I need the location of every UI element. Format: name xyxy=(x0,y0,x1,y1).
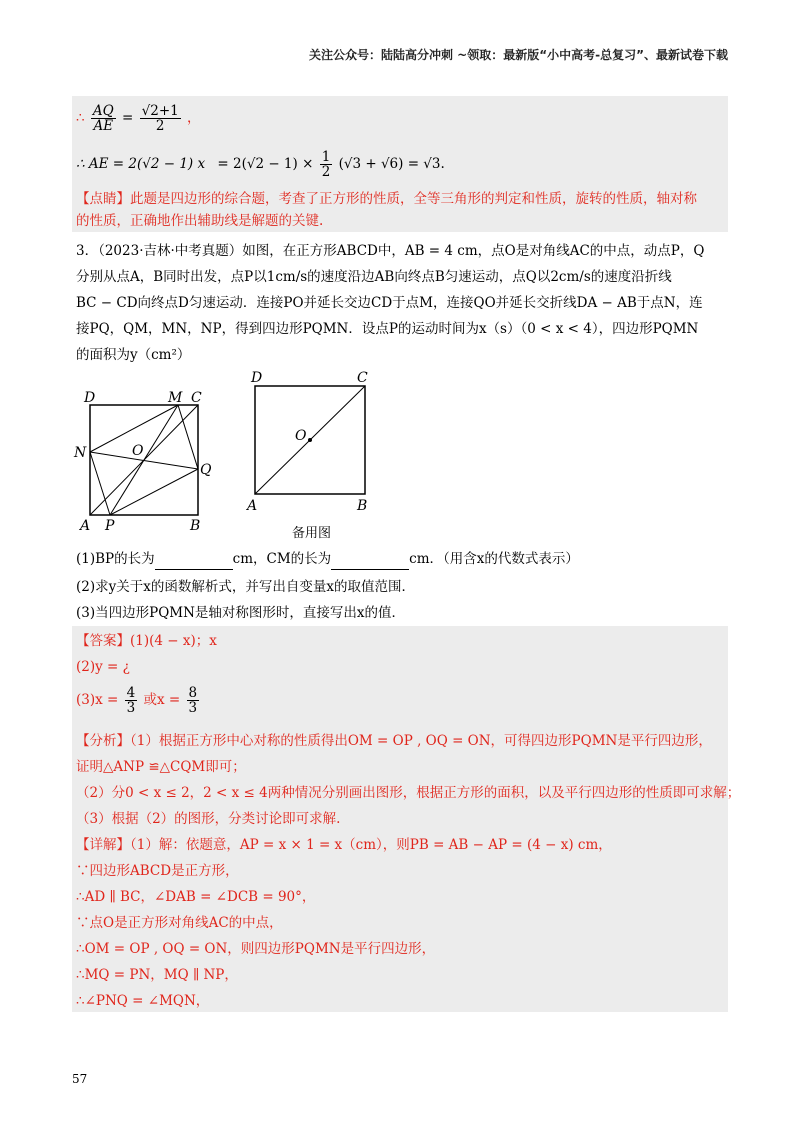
label-c: C xyxy=(191,390,202,406)
detail-line-3: ∴AD ∥ BC，∠DAB = ∠DCB = 90°， xyxy=(76,889,316,905)
prev-line-1: ∴ $\frac{AQ}{AE}$ = $\frac{√2+1}{2}$ ， xyxy=(76,103,201,134)
problem-line-2: 分别从点A，B同时出发，点P以1cm/s的速度沿边AB向终点B匀速运动，点Q以2cm/s的速度沿折线 xyxy=(76,269,672,285)
detail-line-7: ∴∠PNQ = ∠MQN， xyxy=(76,993,210,1009)
label-o: O xyxy=(132,443,144,459)
detail-line-1: 【详解】（1）解：依题意，AP = x × 1 = x（cm），则PB = AB − AP = (4 − x) cm， xyxy=(76,837,612,853)
detail-line-5: ∴OM = OP , OQ = ON，则四边形PQMN是平行四边形， xyxy=(76,941,436,957)
dianjing-line-2: 的性质，正确地作出辅助线是解题的关键. xyxy=(76,213,324,229)
detail-line-4: ∵点O是正方形对角线AC的中点， xyxy=(76,915,283,931)
label-n: N xyxy=(74,445,87,461)
answer-blank-cm xyxy=(331,555,409,570)
fraction-root2: $\frac{√2+1}{2}$ xyxy=(141,103,179,134)
answer-line-3: (3)x = $\frac{4}{3}$ 或x = $\frac{8}{3}$ xyxy=(76,685,198,716)
analysis-line-4: （3）根据（2）的图形，分类讨论即可求解. xyxy=(76,811,341,827)
figure-square-pqmn xyxy=(70,385,230,535)
label-q: Q xyxy=(200,462,212,478)
spare-label-d: D xyxy=(251,370,263,386)
answer-line-2: (2)y = ¿ xyxy=(76,659,130,675)
figure-caption: 备用图 xyxy=(292,526,332,541)
problem-line-5: 的面积为y（cm²） xyxy=(76,347,191,363)
detail-line-6: ∴MQ = PN，MQ ∥ NP， xyxy=(76,967,238,983)
spare-label-a: A xyxy=(247,498,258,514)
question-2: (2)求y关于x的函数解析式，并写出自变量x的取值范围． xyxy=(76,579,415,595)
prev-line-2: ∴ AE = 2(√2 − 1) x = 2(√2 − 1) × $\frac{1}{2}$ (√3 + √6) = √3. xyxy=(76,149,445,180)
spare-label-c: C xyxy=(357,370,368,386)
label-b: B xyxy=(190,518,201,534)
problem-line-3: BC − CD向终点D匀速运动．连接PO并延长交边CD于点M，连接QO并延长交折线DA − AB于点N，连 xyxy=(76,295,703,311)
answer-blank-bp xyxy=(155,555,233,570)
page-number: 57 xyxy=(72,1072,88,1086)
spare-label-o: O xyxy=(295,428,307,444)
fraction-half: $\frac{1}{2}$ xyxy=(321,149,331,180)
label-m: M xyxy=(168,390,183,406)
question-3: (3)当四边形PQMN是轴对称图形时，直接写出x的值． xyxy=(76,605,406,621)
figure-spare-square xyxy=(245,368,385,518)
label-p: P xyxy=(105,518,115,534)
problem-line-4: 接PQ，QM，MN，NP，得到四边形PQMN．设点P的运动时间为x（s）（0 < x < 4），四边形PQMN xyxy=(76,321,699,337)
label-a: A xyxy=(80,518,91,534)
fraction-aq-ae: $\frac{AQ}{AE}$ xyxy=(92,103,114,134)
dianjing-line-1: 【点睛】此题是四边形的综合题，考查了正方形的性质，全等三角形的判定和性质，旋转的性质，轴对称 xyxy=(76,191,697,207)
spare-label-b: B xyxy=(357,498,368,514)
detail-line-2: ∵四边形ABCD是正方形， xyxy=(76,863,239,879)
question-1: (1)BP的长为 cm，CM的长为 cm．（用含x的代数式表示） xyxy=(76,548,728,570)
analysis-line-2: 证明△ANP ≌△CQM即可； xyxy=(76,759,246,775)
analysis-line-1: 【分析】（1）根据正方形中心对称的性质得出OM = OP , OQ = ON，可得四边形PQMN是平行四边形， xyxy=(76,733,712,749)
page-header: 关注公众号：陆陆高分冲刺 ~领取：最新版“小中高考-总复习”、最新试卷下载 xyxy=(309,48,728,62)
analysis-line-3: （2）分0 < x ≤ 2，2 < x ≤ 4两种情况分别画出图形，根据正方形的面积，以及平行四边形的性质即可求解； xyxy=(76,785,741,801)
problem-line-1: 3．（2023·吉林·中考真题）如图，在正方形ABCD中，AB = 4 cm，点O是对角线AC的中点，动点P，Q xyxy=(76,243,705,259)
label-d: D xyxy=(84,390,96,406)
answer-line-1: 【答案】(1)(4 − x)；x xyxy=(76,633,217,649)
